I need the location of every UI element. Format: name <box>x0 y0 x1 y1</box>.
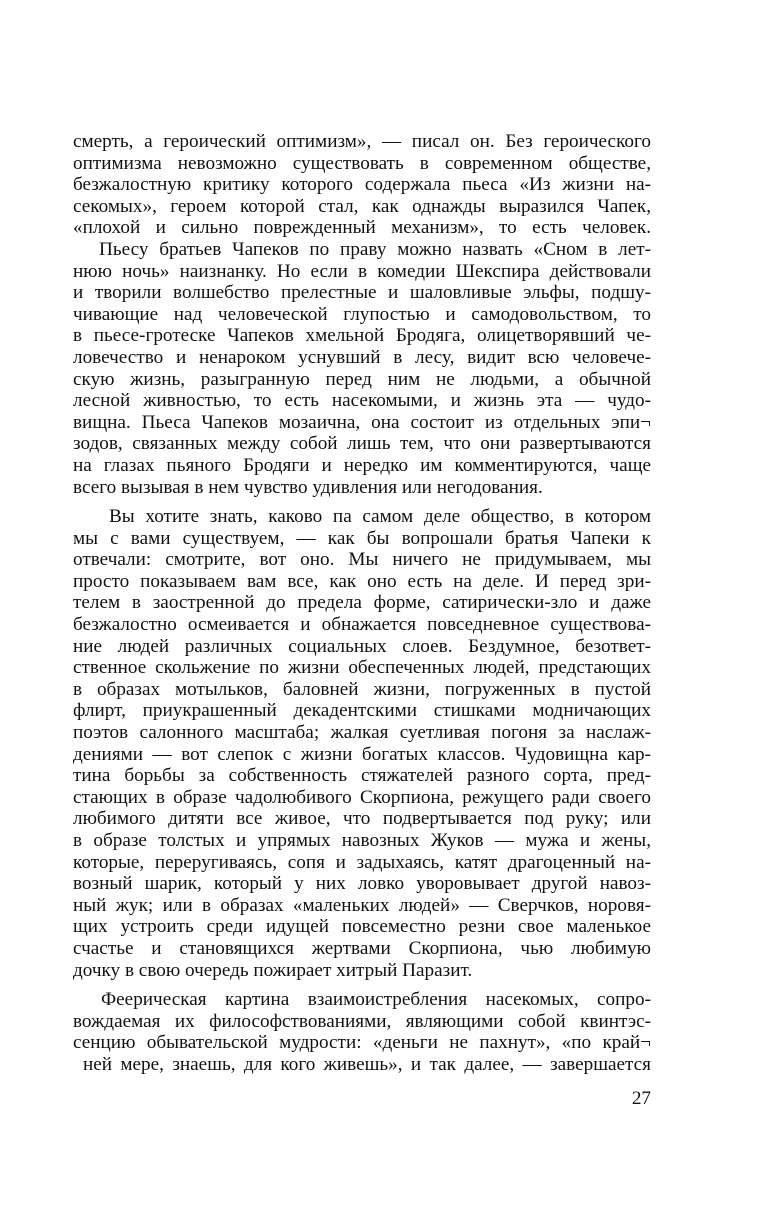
text-line: в образе толстых и упрямых навозных Жуков — мужа и жены, <box>73 830 651 851</box>
paragraph-gap <box>73 498 651 506</box>
text-line: сенцию обывательской мудрости: «деньги не пахнут», «по край¬ <box>73 1032 651 1054</box>
text-line: ние людей различных социальных слоев. Бездумное, безответ- <box>73 635 651 657</box>
text-line: стающих в образе чадолюбивого Скорпиона, режущего ради своего <box>73 786 651 808</box>
text-line: телем в заостренной до предела форме, сатирически-зло и даже <box>73 592 651 614</box>
text-line: Феерическая картина взаимоистребления насекомых, сопро- <box>101 989 651 1011</box>
text-line: мы с вами существуем, — как бы вопрошали братья Чапеки к <box>73 527 651 549</box>
text-line: «плохой и сильно поврежденный механизм», то есть человек. <box>73 217 651 239</box>
text-line: дениями — вот слепок с жизни богатых классов. Чудовищна кар- <box>73 743 651 765</box>
paragraph-gap <box>73 981 651 989</box>
text-line: безжалостно осмеивается и обнажается повседневное существова- <box>73 614 651 636</box>
text-line: Вы хотите знать, каково па самом деле общество, в котором <box>109 506 651 528</box>
text-line: ловечество и ненароком уснувший в лесу, видит всю человече- <box>73 346 651 368</box>
text-line: дочку в свою очередь пожирает хитрый Паразит. <box>73 959 473 981</box>
text-line: ней мере, знаешь, для кого живешь», и так далее, — завершается <box>83 1053 651 1075</box>
text-line: зодов, связанных между собой лишь тем, что они развертываются <box>73 433 651 455</box>
text-line: отвечали: смотрите, вот оно. Мы ничего не придумываем, мы <box>73 549 651 571</box>
text-line: флирт, приукрашенный декадентскими стишками модничающих <box>73 700 651 722</box>
paragraph <box>73 239 651 498</box>
text-line: любимого дитяти все живое, что подвертывается под руку; или <box>73 808 651 830</box>
paragraph <box>73 131 651 239</box>
text-line: оптимизма невозможно существовать в современном обществе, <box>73 152 651 174</box>
text-line: смерть, а героический оптимизм», — писал он. Без героического <box>73 131 651 152</box>
text-line: поэтов салонного масштаба; жалкая суетливая погоня за наслаж- <box>73 722 651 744</box>
text-line: вищна. Пьеса Чапеков мозаична, она состоит из отдельных эпи¬ <box>73 411 651 433</box>
text-line: лесной живностью, то есть насекомыми, и жизнь эта — чудо- <box>73 390 651 412</box>
text-line: которые, переругиваясь, сопя и задыхаясь, катят драгоценный на- <box>73 851 651 873</box>
text-line: ный жук; или в образах «маленьких людей» — Сверчков, норовя- <box>73 894 651 916</box>
page-number: 27 <box>631 1088 651 1109</box>
text-line: Пьесу братьев Чапеков по праву можно назвать «Сном в лет- <box>99 238 651 260</box>
text-line: чивающие над человеческой глупостью и самодовольством, то <box>73 303 651 325</box>
text-line: ственное скольжение по жизни обеспеченных людей, предстающих <box>73 657 651 679</box>
text-line: щих устроить среди идущей повсеместно резни свое маленькое <box>73 916 651 938</box>
text-line: на глазах пьяного Бродяги и нередко им комментируются, чаще <box>73 454 651 476</box>
page-text <box>73 131 651 1076</box>
paragraph <box>73 506 651 981</box>
text-line: и творили волшебство прелестные и шаловливые эльфы, подшу- <box>73 282 651 304</box>
text-line: возный шарик, который у них ловко уворовывает другой навоз- <box>73 873 651 895</box>
text-line: просто показываем вам все, как оно есть на деле. И перед зри- <box>73 570 651 592</box>
text-line: безжалостную критику которого содержала пьеса «Из жизни на- <box>73 174 651 196</box>
text-line: нюю ночь» наизнанку. Но если в комедии Шекспира действовали <box>73 260 651 282</box>
text-line: в пьесе-гротеске Чапеков хмельной Бродяга, олицетворявший че- <box>73 325 651 347</box>
paragraph <box>73 989 651 1075</box>
text-line: вождаемая их философствованиями, являющими собой квинтэс- <box>73 1010 651 1032</box>
text-line: всего вызывая в нем чувство удивления или негодования. <box>73 476 543 498</box>
text-line: скую жизнь, разыгранную перед ним не людьми, а обычной <box>73 368 651 390</box>
text-line: секомых», героем которой стал, как однажды выразился Чапек, <box>73 195 651 217</box>
text-line: счастье и становящихся жертвами Скорпиона, чью любимую <box>73 937 651 959</box>
text-line: тина борьбы за собственность стяжателей разного сорта, пред- <box>73 765 651 787</box>
text-line: в образах мотыльков, баловней жизни, погруженных в пустой <box>73 678 651 700</box>
